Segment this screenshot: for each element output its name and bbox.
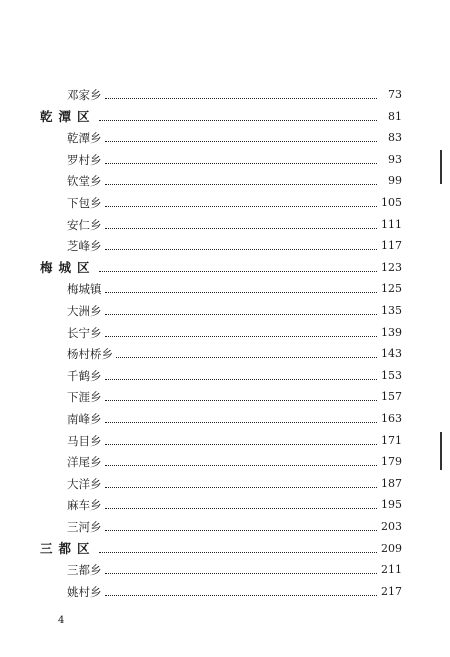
toc-district-entry: [40, 538, 402, 556]
toc-entry-title: 杨村桥乡: [67, 347, 113, 362]
dot-leader: [99, 271, 377, 272]
toc-entry-title: 下包乡: [67, 196, 102, 210]
toc-entry-page: 153: [381, 368, 402, 382]
dot-leader: [105, 508, 378, 509]
toc-entry: [40, 235, 402, 253]
dot-leader: [105, 98, 378, 99]
toc-entry: [40, 494, 402, 512]
toc-entry-page: 117: [381, 239, 402, 253]
dot-leader: [105, 422, 378, 423]
toc-entry-page: 203: [381, 520, 402, 533]
toc-entry: [40, 214, 402, 232]
dot-leader: [105, 141, 378, 142]
toc-entry-title: 三都区: [40, 540, 96, 556]
dot-leader: [105, 184, 378, 185]
toc-district-entry: [40, 257, 402, 275]
dot-leader: [105, 400, 378, 401]
toc-entry: [40, 559, 402, 577]
toc-entry-page: 123: [381, 260, 402, 274]
toc-entry-page: 105: [381, 196, 402, 209]
toc-entry-page: 209: [381, 541, 402, 555]
toc-entry: [40, 386, 402, 404]
toc-entry-page: 157: [381, 390, 402, 404]
toc-entry: [40, 170, 402, 188]
toc-entry-page: 83: [388, 131, 402, 145]
toc-entry: [40, 343, 402, 361]
toc-entry-title: 乾潭乡: [67, 131, 102, 146]
page-number: 4: [58, 615, 65, 626]
dot-leader: [105, 206, 378, 207]
dot-leader: [105, 530, 378, 531]
toc-entry: [40, 408, 402, 426]
toc-entry: [40, 300, 402, 318]
toc-entry: [40, 149, 402, 167]
toc-entry-title: 洋尾乡: [67, 455, 102, 470]
toc-entry-page: 125: [381, 282, 402, 296]
toc-entry-title: 大洲乡: [67, 304, 102, 318]
toc-entry: [40, 127, 402, 145]
toc-entry: [40, 84, 402, 102]
dot-leader: [105, 444, 378, 445]
toc-entry-page: 99: [388, 174, 402, 188]
dot-leader: [105, 465, 378, 466]
toc-entry-page: 143: [381, 347, 402, 361]
toc-entry-title: 钦堂乡: [67, 174, 102, 189]
toc-entry-page: 93: [388, 152, 402, 166]
dot-leader: [116, 357, 377, 358]
toc-entry: [40, 365, 402, 383]
toc-entry-page: 135: [381, 304, 402, 317]
toc-entry: [40, 473, 402, 491]
toc-entry: [40, 322, 402, 340]
dot-leader: [105, 487, 378, 488]
toc-entry: [40, 581, 402, 599]
toc-entry-page: 81: [388, 109, 402, 123]
toc-entry-page: 217: [381, 584, 402, 598]
toc-entry-title: 安仁乡: [67, 217, 102, 232]
toc-entry-title: 梅城镇: [67, 282, 102, 297]
dot-leader: [105, 336, 378, 337]
toc-entry-title: 马目乡: [67, 433, 102, 448]
toc-entry-page: 171: [381, 433, 402, 447]
toc-entry-page: 195: [381, 498, 402, 512]
toc-entry-title: 姚村乡: [67, 584, 102, 599]
toc-entry-title: 罗村乡: [67, 152, 102, 167]
dot-leader: [105, 314, 378, 315]
toc-entry-page: 163: [381, 412, 402, 425]
dot-leader: [105, 292, 378, 293]
toc-entry-title: 大洋乡: [67, 476, 102, 491]
toc-entry: [40, 278, 402, 296]
toc-entry-title: 三河乡: [67, 520, 102, 534]
toc-entry-title: 麻车乡: [67, 498, 102, 513]
dot-leader: [105, 249, 378, 250]
toc-entry-title: 三都乡: [67, 563, 102, 578]
toc-entry-title: 芝峰乡: [67, 239, 102, 254]
scan-edge-mark: [440, 432, 442, 470]
toc-entry-title: 梅城区: [40, 259, 96, 275]
dot-leader: [105, 379, 378, 380]
dot-leader: [99, 552, 377, 553]
toc-entry-title: 乾潭区: [40, 108, 96, 124]
dot-leader: [105, 573, 378, 574]
dot-leader: [99, 120, 377, 121]
toc-entry-page: 179: [381, 455, 402, 469]
toc-entry-page: 111: [381, 217, 402, 231]
toc-entry: [40, 192, 402, 210]
toc-entry-page: 187: [381, 476, 402, 490]
toc-entry-title: 南峰乡: [67, 412, 102, 426]
toc-entry-title: 长宁乡: [67, 325, 102, 340]
dot-leader: [105, 595, 378, 596]
toc-district-entry: [40, 106, 402, 124]
dot-leader: [105, 163, 378, 164]
toc-entry: [40, 516, 402, 534]
toc-entry: [40, 451, 402, 469]
dot-leader: [105, 228, 378, 229]
toc-entry-page: 211: [381, 563, 402, 577]
toc-entry-page: 139: [381, 325, 402, 339]
toc-entry-page: 73: [388, 88, 402, 101]
scan-edge-mark: [440, 150, 442, 184]
toc-entry-title: 下涯乡: [67, 390, 102, 405]
toc-entry-title: 千鹤乡: [67, 368, 102, 383]
toc-entry: [40, 430, 402, 448]
toc-entry-title: 邓家乡: [67, 88, 102, 102]
